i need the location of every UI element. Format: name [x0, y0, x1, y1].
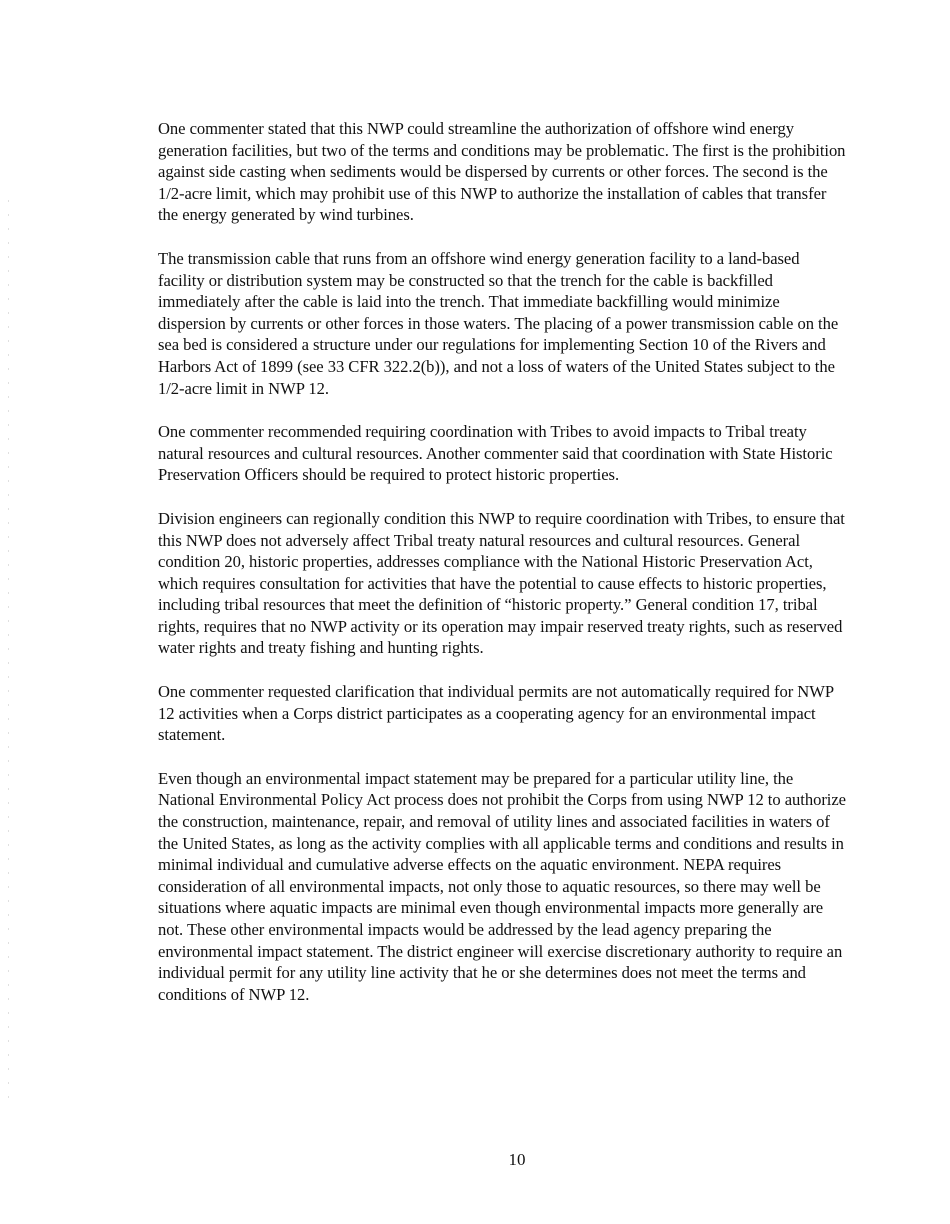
paragraph-6: Even though an environmental impact statement may be prepared for a particular utility line, the National Environmental Policy Act process does not prohibit the Corps from using NWP 12 to authorize the construction, maintenance, repair, and removal of utility lines and associated facilities in waters of the United States, as long as the activity complies with all applicable terms and conditions and results in minimal individual and cumulative adverse effects on the aquatic environment. NEPA requires consideration of all environmental impacts, not only those to aquatic resources, so there may well be situations where aquatic impacts are minimal even though environmental impacts more generally are not. These other environmental impacts would be addressed by the lead agency preparing the environmental impact statement. The district engineer will exercise discretionary authority to require an individual permit for any utility line activity that he or she determines does not meet the terms and conditions of NWP 12. [158, 768, 846, 1004]
paragraph-5: One commenter requested clarification that individual permits are not automatically required for NWP 12 activities when a Corps district participates as a cooperating agency for an environmental impact statement. [158, 682, 834, 745]
page-number: 10 [508, 1150, 526, 1169]
scan-edge-marks [8, 200, 9, 1100]
paragraph-1: One commenter stated that this NWP could streamline the authorization of offshore wind energy generation facilities, but two of the terms and conditions may be problematic. The first is the prohibition against side casting when sediments would be dispersed by currents or other forces. The second is the 1/2-acre limit, which may prohibit use of this NWP to authorize the installation of cables that transfer the energy generated by wind turbines. [158, 119, 846, 225]
paragraph-3: One commenter recommended requiring coordination with Tribes to avoid impacts to Tribal treaty natural resources and cultural resources. Another commenter said that coordination with State Historic Preservation Officers should be required to protect historic properties. [158, 422, 833, 485]
paragraph-2: The transmission cable that runs from an offshore wind energy generation facility to a land-based facility or distribution system may be constructed so that the trench for the cable is backfilled immediately after the cable is laid into the trench. That immediate backfilling would minimize dispersion by currents or other forces in those waters. The placing of a power transmission cable on the sea bed is considered a structure under our regulations for implementing Section 10 of the Rivers and Harbors Act of 1899 (see 33 CFR 322.2(b)), and not a loss of waters of the United States subject to the 1/2-acre limit in NWP 12. [158, 248, 839, 398]
document-body [158, 118, 848, 1027]
paragraph-4: Division engineers can regionally condition this NWP to require coordination with Tribes, to ensure that this NWP does not adversely affect Tribal treaty natural resources and cultural resources. General condition 20, historic properties, addresses compliance with the National Historic Preservation Act, which requires consultation for activities that have the potential to cause effects to historic properties, including tribal resources that meet the definition of “historic property.” General condition 17, tribal rights, requires that no NWP activity or its operation may impair reserved treaty rights, such as reserved water rights and treaty fishing and hunting rights. [158, 508, 845, 658]
